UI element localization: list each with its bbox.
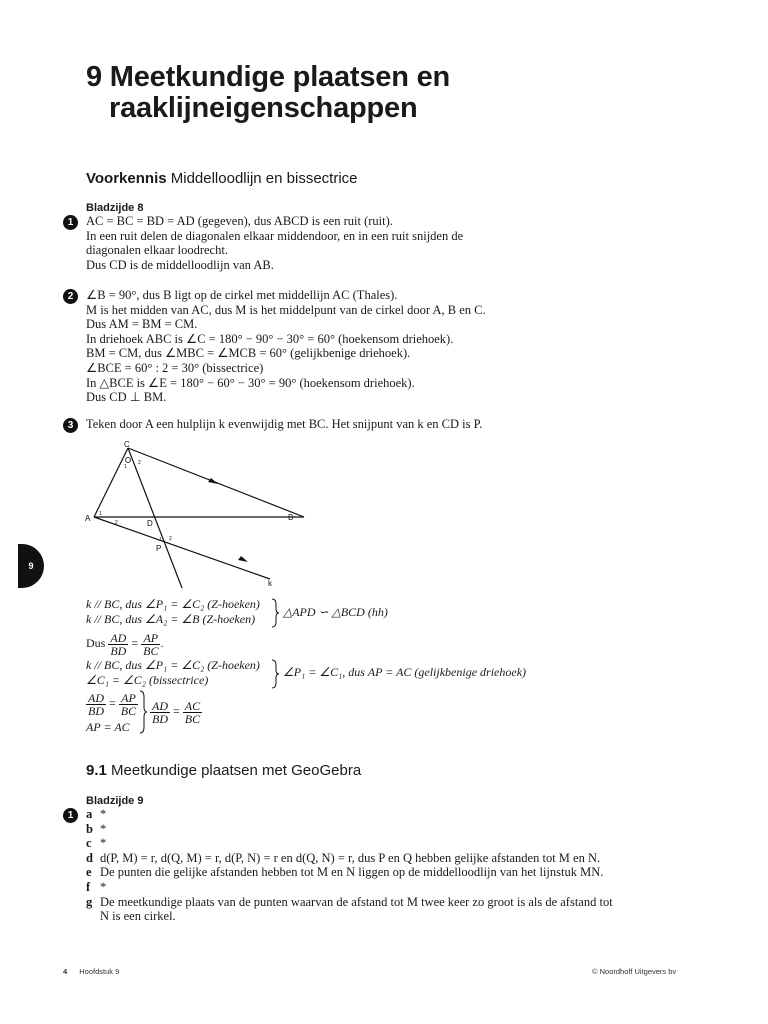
- period: .: [160, 636, 164, 650]
- item-label: b: [86, 821, 93, 836]
- item-text: *: [100, 807, 107, 821]
- numerator: AD: [152, 698, 168, 713]
- item-label: e: [86, 865, 92, 880]
- angle-mark-c: [126, 458, 131, 463]
- item-label: c: [86, 836, 92, 851]
- fraction: [150, 700, 170, 725]
- exercise-2-text: [86, 288, 486, 405]
- page-number: 4: [63, 967, 68, 976]
- exercise-number-3: 3: [63, 418, 78, 433]
- chapter-title-line1: 9 Meetkundige plaatsen en: [86, 61, 451, 93]
- fraction: [183, 700, 202, 725]
- fraction: [86, 692, 106, 717]
- text-line: AC = BC = BD = AD (gegeven), dus ABCD is een ruit (ruit).: [86, 214, 393, 228]
- section-number: 9.1: [86, 762, 107, 779]
- chapter-name: Hoofdstuk 9: [79, 967, 120, 976]
- proof-conclusion: ∠P₁ = ∠C₁, dus AP = AC (gelijkbenige driehoek): [283, 665, 527, 679]
- exercise-1-text: [86, 214, 463, 272]
- item-label: f: [86, 879, 91, 894]
- text-line: In △BCE is ∠E = 180° − 60° − 30° = 90° (hoekensom driehoek).: [86, 375, 415, 390]
- denominator: BD: [110, 643, 127, 658]
- list-item: [86, 880, 613, 895]
- proof-line: k // BC, dus ∠P₁ = ∠C₂ (Z-hoeken): [86, 658, 260, 672]
- denominator: BC: [184, 711, 201, 726]
- fraction: [119, 692, 138, 717]
- numerator: AD: [88, 690, 104, 705]
- label-c: C: [124, 440, 130, 449]
- brace-right: [270, 659, 280, 689]
- section-heading-9-1: [86, 762, 361, 779]
- section-topic: Middelloodlijn en bissectrice: [170, 170, 358, 187]
- brace-right: [270, 598, 280, 628]
- list-item-continuation: [86, 909, 613, 924]
- angle-label-p2: 2: [169, 536, 172, 542]
- angle-label-a2: 2: [115, 520, 118, 526]
- numerator: AP: [119, 692, 138, 705]
- parallel-arrow-cb: [208, 478, 218, 484]
- chapter-title: [86, 62, 450, 124]
- line-ca: [94, 448, 128, 517]
- item-text: d(P, M) = r, d(Q, M) = r, d(P, N) = r en d(Q, N) = r, dus P en Q hebben gelijke afstanden tot M en N.: [100, 850, 601, 865]
- item-label: a: [86, 807, 93, 821]
- numerator: AD: [110, 630, 127, 645]
- exercise-number-2: 2: [63, 289, 78, 304]
- proof-line: k // BC, dus ∠P₁ = ∠C₂ (Z-hoeken): [86, 597, 260, 611]
- section-topic: Meetkundige plaatsen met GeoGebra: [111, 762, 362, 779]
- proof-ratio: [86, 689, 138, 717]
- item-label: g: [86, 894, 93, 909]
- proof-ratio: [150, 697, 202, 725]
- fraction: [141, 632, 160, 657]
- exercise-3-intro: Teken door A een hulplijn k evenwijdig met BC. Het snijpunt van k en CD is P.: [86, 417, 483, 431]
- denominator: BC: [143, 643, 159, 658]
- item-text: De punten die gelijke afstanden hebben tot M en N liggen op de middelloodlijn van het lijnstuk MN.: [100, 865, 604, 880]
- angle-label-p1: 1: [159, 537, 162, 543]
- denominator: BD: [152, 711, 168, 726]
- item-text: *: [100, 879, 107, 894]
- angle-label-c2: 2: [138, 460, 141, 466]
- equals-sign: =: [109, 696, 116, 710]
- equals-sign: =: [173, 704, 180, 718]
- word-dus: Dus: [86, 636, 106, 650]
- section-label: Voorkennis: [86, 170, 167, 187]
- angle-label-c1: 1: [124, 464, 127, 470]
- angle-label-a1: 1: [99, 511, 102, 517]
- label-p: P: [156, 544, 162, 553]
- text-line: BM = CM, dus ∠MBC = ∠MCB = 60° (gelijkbenige driehoek).: [86, 346, 411, 361]
- list-item: [86, 865, 613, 880]
- text-line: Dus AM = BM = CM.: [86, 317, 198, 332]
- text-line: Dus CD ⊥ BM.: [86, 390, 167, 405]
- exercise-9-1-1-items: [86, 807, 613, 924]
- text-line: ∠BCE = 60° : 2 = 30° (bissectrice): [86, 360, 264, 375]
- text-line: Dus CD is de middelloodlijn van AB.: [86, 257, 274, 272]
- label-a: A: [85, 514, 91, 523]
- item-text: *: [100, 821, 107, 836]
- list-item: [86, 807, 613, 822]
- numerator: AP: [141, 632, 160, 645]
- label-d: D: [147, 519, 153, 528]
- page-ref-9: Bladzijde 9: [86, 795, 144, 807]
- denominator: BC: [120, 703, 137, 718]
- label-k: k: [268, 579, 272, 588]
- fraction: [108, 632, 128, 657]
- list-item: [86, 895, 613, 910]
- chapter-title-line2: raaklijneigenschappen: [109, 92, 418, 124]
- text-line: M is het midden van AC, dus M is het middelpunt van de cirkel door A, B en C.: [86, 302, 486, 317]
- item-label: d: [86, 850, 93, 865]
- copyright: © Noordhoff Uitgevers bv: [592, 967, 677, 976]
- label-b: B: [288, 513, 294, 522]
- proof-line: ∠C₁ = ∠C₂ (bissectrice): [86, 673, 209, 687]
- proof-ratio: [86, 628, 163, 658]
- line-k: [94, 517, 270, 579]
- item-text: N is een cirkel.: [100, 909, 176, 924]
- item-text: De meetkundige plaats van de punten waarvan de afstand tot M twee keer zo groot is als de afstand tot: [100, 894, 613, 909]
- numerator: AC: [184, 698, 201, 713]
- exercise-number-1: 1: [63, 215, 78, 230]
- item-text: *: [100, 836, 107, 851]
- brace-right: [138, 690, 148, 734]
- footer-left: [63, 967, 119, 976]
- proof-conclusion: △APD ∽ △BCD (hh): [283, 605, 388, 619]
- proof-line: AP = AC: [86, 720, 130, 734]
- exercise-number-1: 1: [63, 808, 78, 823]
- equals-sign: =: [131, 636, 139, 650]
- denominator: BD: [88, 703, 104, 718]
- text-line: diagonalen elkaar loodrecht.: [86, 243, 228, 258]
- section-heading-voorkennis: [86, 170, 358, 187]
- text-line: In driehoek ABC is ∠C = 180° − 90° − 30° = 60° (hoekensom driehoek).: [86, 331, 454, 346]
- chapter-tab: 9: [18, 544, 44, 588]
- proof-line: k // BC, dus ∠A₂ = ∠B (Z-hoeken): [86, 612, 256, 626]
- parallel-arrow-k: [238, 556, 248, 562]
- text-line: ∠B = 90°, dus B ligt op de cirkel met middellijn AC (Thales).: [86, 288, 398, 302]
- triangle-figure: [80, 436, 294, 588]
- line-cd-extended: [128, 448, 182, 588]
- list-item: [86, 822, 613, 837]
- page-ref-8: Bladzijde 8: [86, 202, 144, 214]
- list-item: [86, 851, 613, 866]
- list-item: [86, 836, 613, 851]
- text-line: In een ruit delen de diagonalen elkaar middendoor, en in een ruit snijden de: [86, 228, 464, 243]
